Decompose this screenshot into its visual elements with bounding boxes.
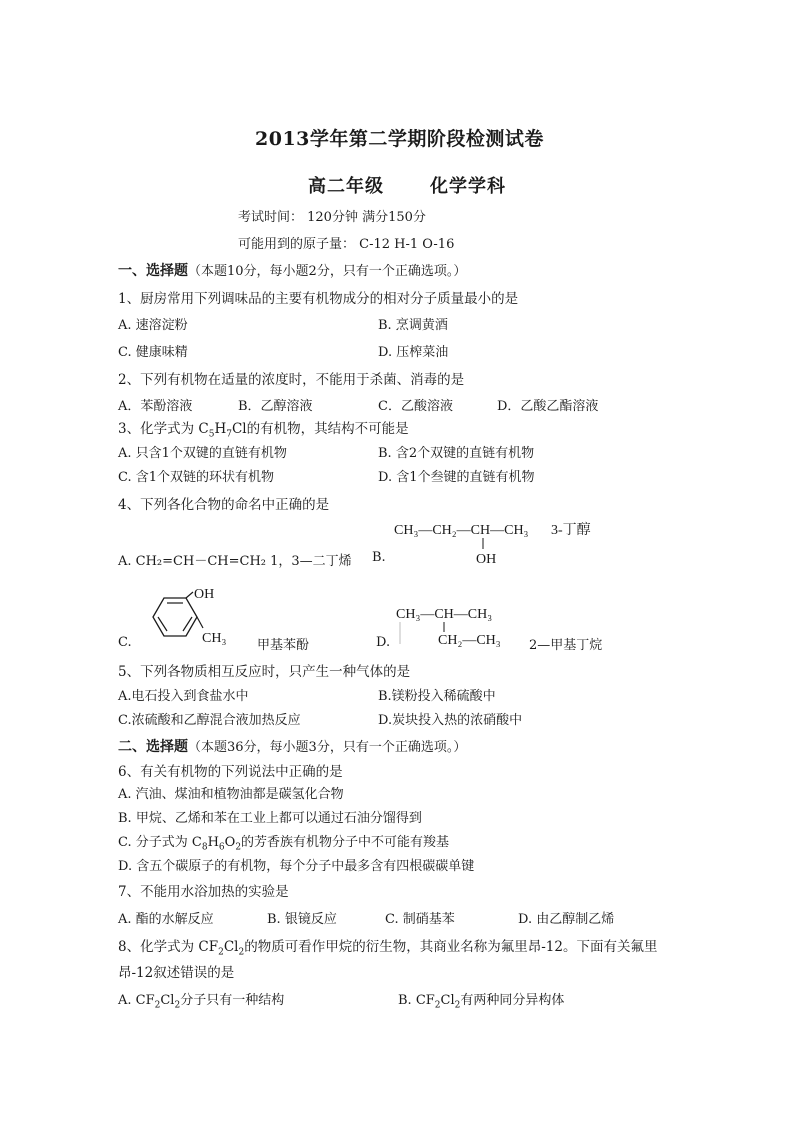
- question-2-stem: 2、下列有机物在适量的浓度时，不能用于杀菌、消毒的是: [118, 372, 465, 388]
- question-4-option-a: A. CH₂=CH－CH=CH₂ 1，3—二丁烯: [118, 554, 352, 569]
- question-1-option-c: C. 健康味精: [118, 345, 188, 360]
- question-2-option-c: C．乙酸溶液: [378, 399, 453, 414]
- q8b-part: B. CF: [398, 993, 435, 1008]
- section-2-title: 二、选择题: [118, 739, 188, 755]
- q8b-sub: 2: [434, 1000, 441, 1011]
- grade-label: 高二年级: [308, 176, 384, 197]
- q6c-part: C. 分子式为 C: [118, 835, 202, 850]
- question-4-stem: 4、下列各化合物的命名中正确的是: [118, 497, 330, 513]
- question-7-option-d: D. 由乙醇制乙烯: [518, 912, 615, 927]
- b-hydroxyl: OH: [476, 552, 497, 567]
- c-methyl: CH₃: [202, 631, 227, 646]
- q6c-sub: 6: [218, 842, 225, 853]
- q8b-part: Cl: [440, 993, 455, 1008]
- benzene-ring: [153, 598, 197, 636]
- d-bottom-chain: CH₂—CH₃: [438, 633, 501, 648]
- question-4-option-d-label: D.: [376, 635, 391, 650]
- question-2-option-a: A．苯酚溶液: [118, 399, 193, 414]
- question-5-stem: 5、下列各物质相互反应时，只产生一种气体的是: [118, 664, 411, 680]
- q3-stem-part: H: [214, 421, 227, 437]
- b-chain-formula: CH₃—CH₂—CH—CH₃: [394, 523, 529, 538]
- q8-part: 的物质可看作甲烷的衍生物，其商业名称为氟里昂-12。下面有关氟里: [244, 939, 658, 955]
- question-3-option-a: A. 只含1个双键的直链有机物: [118, 446, 287, 461]
- question-1-stem: 1、厨房常用下列调味品的主要有机物成分的相对分子质量最小的是: [118, 291, 519, 307]
- q6c-sub: 2: [235, 842, 242, 853]
- section-1-heading: [118, 260, 466, 280]
- question-8-stem-line-2: 昂-12叙述错误的是: [118, 965, 235, 981]
- b-compound-name: 3-丁醇: [551, 523, 591, 538]
- question-1-option-b: B. 烹调黄酒: [378, 318, 448, 333]
- q8a-part: Cl: [160, 993, 175, 1008]
- q3-stem-part: Cl的有机物，其结构不可能是: [231, 421, 409, 437]
- section-1-note: （本题10分，每小题2分，只有一个正确选项。）: [188, 264, 467, 279]
- q8-part: Cl: [223, 939, 239, 955]
- question-5-option-d: D.炭块投入热的浓硝酸中: [378, 713, 523, 728]
- question-1-option-d: D. 压榨菜油: [378, 345, 449, 360]
- section-2-heading: [118, 736, 466, 756]
- question-4-option-d-name: 2—甲基丁烷: [529, 638, 603, 653]
- question-4-option-c-name: 甲基苯酚: [257, 638, 310, 653]
- question-4-option-c-label: C.: [118, 635, 132, 650]
- c-hydroxyl: OH: [194, 587, 215, 602]
- q8b-part: 有两种同分异构体: [460, 993, 565, 1008]
- q6c-part: H: [207, 835, 219, 850]
- question-7-option-c: C. 制硝基苯: [385, 912, 455, 927]
- q8a-sub: 2: [154, 1000, 161, 1011]
- question-3-option-c: C. 含1个双链的环状有机物: [118, 470, 275, 485]
- q3-sub: 5: [208, 429, 215, 440]
- question-7-option-a: A. 酯的水解反应: [118, 912, 214, 927]
- q8a-part: A. CF: [118, 993, 155, 1008]
- exam-title: 2013学年第二学期阶段检测试卷: [255, 128, 544, 150]
- q3-stem-part: 3、化学式为 C: [118, 421, 209, 437]
- question-3-stem: [118, 417, 409, 440]
- question-2-option-b: B．乙醇溶液: [238, 399, 313, 414]
- question-6-stem: 6、有关有机物的下列说法中正确的是: [118, 764, 343, 780]
- q3-sub: 7: [226, 429, 232, 440]
- question-6-option-c: [118, 831, 449, 853]
- q8-part: 8、化学式为 CF: [118, 939, 219, 955]
- question-5-option-a: A.电石投入到食盐水中: [118, 689, 249, 704]
- question-5-option-c: C.浓硫酸和乙醇混合液加热反应: [118, 713, 301, 728]
- question-8-stem-line-1: [118, 935, 657, 958]
- q8-sub: 2: [218, 947, 224, 958]
- butanol-structure: [394, 518, 604, 566]
- question-6-option-a: A. 汽油、煤油和植物油都是碳氢化合物: [118, 787, 344, 802]
- question-1-option-a: A. 速溶淀粉: [118, 318, 188, 333]
- q8b-sub: 2: [454, 1000, 461, 1011]
- question-7-stem: 7、不能用水浴加热的实验是: [118, 884, 289, 900]
- methylphenol-structure: [138, 584, 238, 654]
- question-2-option-d: D．乙酸乙酯溶液: [497, 399, 599, 414]
- d-top-chain: CH₃—CH—CH₃: [396, 607, 493, 622]
- q6c-part: 的芳香族有机物分子中不可能有羧基: [241, 835, 450, 850]
- subject-label: 化学学科: [430, 176, 506, 197]
- section-2-note: （本题36分，每小题3分，只有一个正确选项。）: [188, 740, 467, 755]
- section-1-title: 一、选择题: [118, 263, 188, 279]
- q8a-part: 分子只有一种结构: [180, 993, 285, 1008]
- q8-sub: 2: [238, 947, 245, 958]
- q8a-sub: 2: [174, 1000, 181, 1011]
- question-5-option-b: B.镁粉投入稀硫酸中: [378, 689, 496, 704]
- oh-bond: [186, 592, 193, 598]
- q6c-sub: 8: [201, 842, 208, 853]
- question-8-option-b: [398, 989, 564, 1011]
- question-3-option-d: D. 含1个叁键的直链有机物: [378, 470, 535, 485]
- question-6-option-b: B. 甲烷、乙烯和苯在工业上都可以通过石油分馏得到: [118, 811, 422, 826]
- ch3-bond: [197, 617, 203, 628]
- atomic-mass-line: 可能用到的原子量： C-12 H-1 O-16: [238, 237, 455, 252]
- question-3-option-b: B. 含2个双键的直链有机物: [378, 446, 535, 461]
- question-8-option-a: [118, 989, 284, 1011]
- question-4-option-b-label: B.: [372, 550, 386, 565]
- question-6-option-d: D. 含五个碳原子的有机物，每个分子中最多含有四根碳碳单键: [118, 859, 475, 874]
- question-7-option-b: B. 银镜反应: [267, 912, 337, 927]
- exam-time-line: 考试时间： 120分钟 满分150分: [238, 210, 426, 225]
- q6c-part: O: [224, 835, 236, 850]
